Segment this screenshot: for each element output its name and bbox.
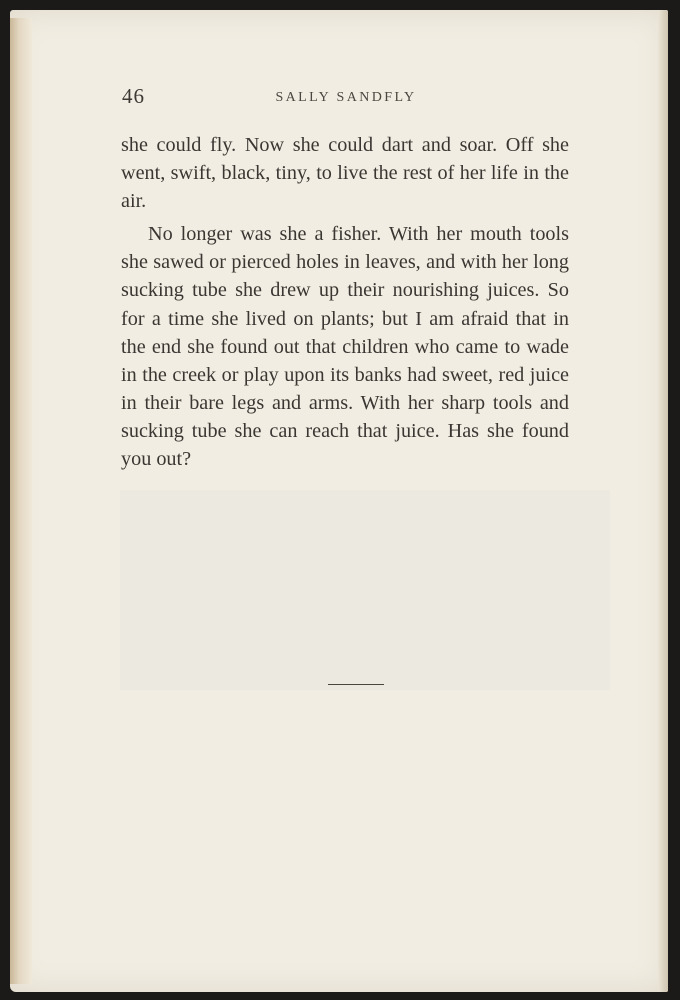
- section-end-rule: [328, 684, 384, 685]
- paragraph: No longer was she a fisher. With her mouth tools she sawed or pierced holes in leaves, and with her long sucking tube she drew up their nourishing juices. So for a time she lived on plants; but I am afraid that in the end she found out that children who came to wade in the creek or play upon its banks had sweet, red juice in their bare legs and arms. With her sharp tools and sucking tube she can reach that juice. Has she found you out?: [121, 223, 569, 471]
- page-header: [122, 84, 570, 114]
- running-head: SALLY SANDFLY: [275, 90, 417, 105]
- page-number: 46: [122, 84, 145, 108]
- page-edge: [10, 18, 32, 984]
- show-through-shadow: [120, 490, 610, 690]
- body-text: [121, 131, 569, 473]
- page-gutter: [658, 10, 668, 992]
- paragraph: she could fly. Now she could dart and soar. Off she went, swift, black, tiny, to live the rest of her life in the air.: [121, 134, 569, 213]
